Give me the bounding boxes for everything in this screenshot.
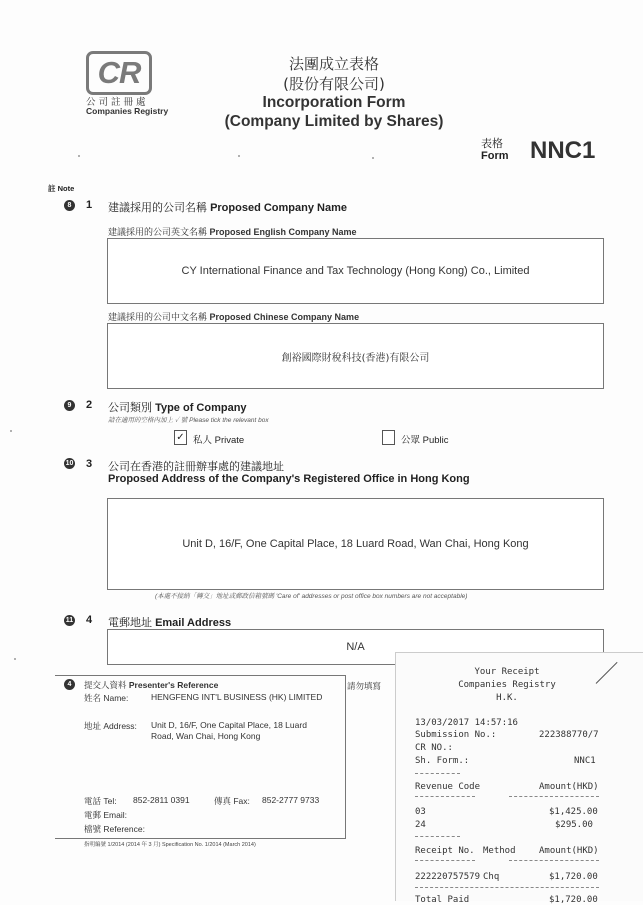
chinese-name-value: 創裕國際財稅科技(香港)有限公司	[281, 352, 430, 364]
presenter-reference-label: 檔號 Reference:	[84, 824, 145, 834]
presenter-fax-label: 傳真 Fax:	[214, 796, 250, 806]
form-subtitle-en: (Company Limited by Shares)	[224, 113, 444, 130]
receipt-title: Your Receipt	[474, 667, 540, 677]
divider	[415, 887, 599, 888]
private-label: 私人 Private	[193, 435, 245, 446]
note-marker-9: 9	[64, 400, 75, 411]
specification-note: 指明編號 1/2014 (2014 年 3 月) Specification No. 1/2014 (March 2014)	[84, 842, 256, 848]
english-name-field[interactable]	[107, 238, 604, 304]
form-subtitle-zh: (股份有限公司)	[283, 75, 385, 93]
divider	[509, 796, 599, 797]
sh-form-label: Sh. Form.:	[415, 756, 470, 766]
revenue-amount: $295.00	[555, 820, 593, 830]
english-name-value: CY International Finance and Tax Technology (Hong Kong) Co., Limited	[181, 265, 530, 277]
presenter-fax: 852-2777 9733	[262, 795, 320, 805]
presenter-tel-label: 電話 Tel:	[84, 796, 117, 806]
presenter-address-line-2: Road, Wan Chai, Hong Kong	[151, 731, 261, 741]
presenter-name-label: 姓名 Name:	[84, 693, 129, 703]
section-3-number: 3	[86, 458, 93, 470]
section-1-title: 建議採用的公司名稱 Proposed Company Name	[108, 202, 347, 214]
section-4-number: 4	[86, 614, 93, 626]
english-name-label: 建議採用的公司英文名稱 Proposed English Company Name	[108, 227, 357, 237]
receipt-location: H.K.	[496, 693, 518, 703]
receipt-number: 222220757579	[415, 872, 481, 882]
chinese-name-field[interactable]	[107, 323, 604, 389]
note-column-label: 註 Note	[48, 184, 75, 193]
registry-name-zh: 公司註冊處	[86, 97, 149, 108]
registered-office-value: Unit D, 16/F, One Capital Place, 18 Luard Road, Wan Chai, Hong Kong	[182, 538, 529, 550]
submission-number: 222388770/7	[539, 730, 599, 740]
revenue-code-header: Revenue Code	[415, 782, 481, 792]
submission-label: Submission No.:	[415, 730, 497, 740]
form-title-zh: 法團成立表格	[288, 55, 379, 73]
receipt-no-header: Receipt No.	[415, 846, 475, 856]
note-marker-4: 4	[64, 679, 75, 690]
form-label-en: Form	[481, 150, 509, 162]
note-marker-11: 11	[65, 617, 74, 624]
revenue-amount: $1,425.00	[549, 807, 598, 817]
divider	[415, 796, 475, 797]
private-checkbox[interactable]: ✓	[174, 430, 187, 445]
presenter-side-label: 請勿填寫	[347, 681, 382, 691]
presenter-address-line-1: Unit D, 16/F, One Capital Place, 18 Luard	[151, 720, 307, 730]
section-4-title: 電郵地址 Email Address	[108, 617, 232, 629]
chinese-name-label: 建議採用的公司中文名稱 Proposed Chinese Company Name	[108, 312, 360, 322]
address-footnote: (本處不接納「轉交」地址或郵政信箱號碼 'Care of' addresses or post office box numbers are not acceptable)	[155, 593, 468, 600]
receipt-amount-header: Amount(HKD)	[539, 846, 599, 856]
tick-instruction: 請在適用的空格內加上 ✓ 號 Please tick the relevant box	[108, 417, 269, 424]
divider	[415, 773, 460, 774]
payment-method: Chq	[483, 872, 500, 882]
presenter-email-label: 電郵 Email:	[84, 810, 127, 820]
presenter-title: 提交人資料 Presenter's Reference	[84, 680, 219, 690]
note-marker-10: 10	[65, 460, 74, 467]
receipt-datetime: 13/03/2017 14:57:16	[415, 718, 518, 728]
divider	[509, 860, 599, 861]
registry-name-en: Companies Registry	[86, 106, 169, 116]
receipt-amount: $1,720.00	[549, 872, 598, 882]
divider	[415, 836, 460, 837]
section-3-title-zh: 公司在香港的註冊辦事處的建議地址	[108, 461, 284, 473]
revenue-code: 03	[415, 807, 426, 817]
total-paid-label: Total Paid	[415, 895, 470, 905]
revenue-code: 24	[415, 820, 426, 830]
payment-receipt	[395, 652, 643, 905]
public-checkbox[interactable]	[382, 430, 395, 445]
section-3-title-en: Proposed Address of the Company's Registered Office in Hong Kong	[108, 473, 470, 485]
divider	[415, 860, 475, 861]
cr-logo: CR	[86, 51, 152, 95]
form-code: NNC1	[530, 137, 596, 164]
section-2-title: 公司類別 Type of Company	[108, 402, 247, 414]
total-paid-amount: $1,720.00	[549, 895, 598, 905]
presenter-address-label: 地址 Address:	[84, 721, 137, 731]
presenter-name: HENGFENG INT'L BUSINESS (HK) LIMITED	[151, 692, 323, 702]
form-title-en: Incorporation Form	[262, 94, 406, 111]
sh-form-value: NNC1	[574, 756, 596, 766]
note-marker-8: 8	[64, 200, 75, 211]
section-2-number: 2	[86, 399, 93, 411]
receipt-issuer: Companies Registry	[458, 680, 556, 690]
cr-number-label: CR NO.:	[415, 743, 453, 753]
section-1-number: 1	[86, 199, 93, 211]
method-header: Method	[483, 846, 516, 856]
amount-header: Amount(HKD)	[539, 782, 599, 792]
email-value: N/A	[346, 641, 365, 653]
public-label: 公眾 Public	[401, 435, 449, 446]
form-label-zh: 表格	[481, 138, 503, 150]
registered-office-field[interactable]	[107, 498, 604, 590]
presenter-tel: 852-2811 0391	[133, 795, 190, 805]
